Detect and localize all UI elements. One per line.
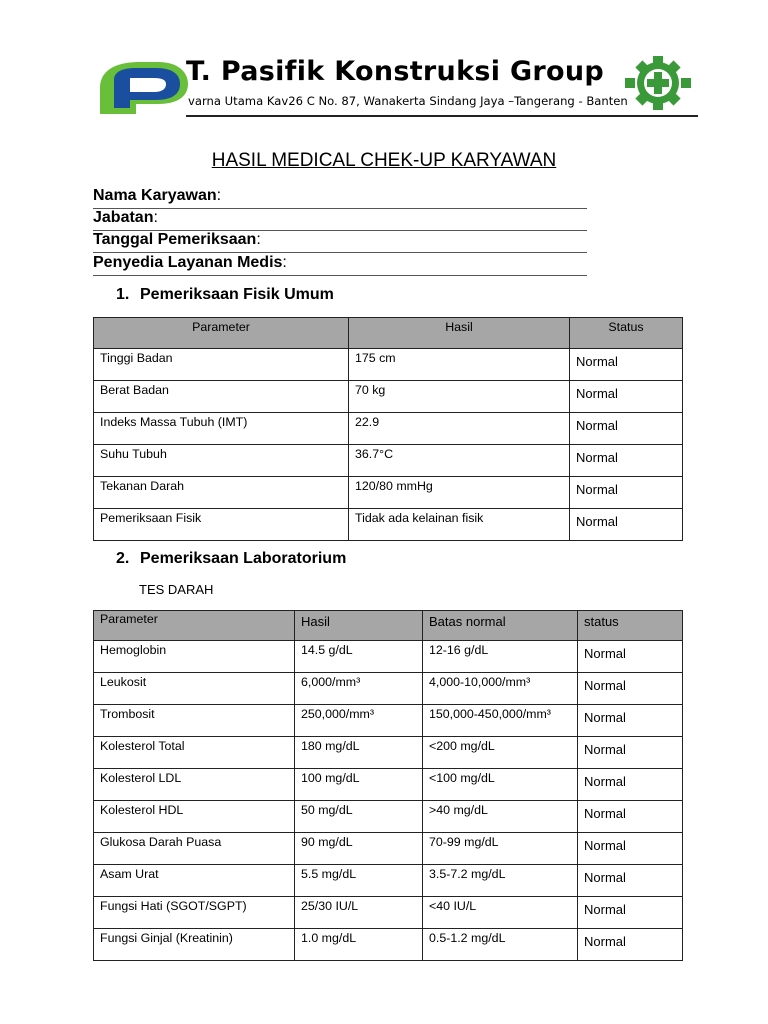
letterhead-divider: [186, 115, 698, 117]
table-cell: Asam Urat: [94, 865, 295, 897]
column-header: Hasil: [349, 318, 570, 349]
lab-results-table: [93, 610, 683, 961]
table-cell: <200 mg/dL: [423, 737, 578, 769]
table-cell: 14.5 g/dL: [295, 641, 423, 673]
table-cell: 4,000-10,000/mm³: [423, 673, 578, 705]
status-cell: Normal: [570, 413, 683, 445]
table-row: [94, 445, 683, 477]
column-header: Batas normal: [423, 611, 578, 641]
status-cell: Normal: [570, 349, 683, 381]
status-cell: Normal: [578, 673, 683, 705]
column-header: Hasil: [295, 611, 423, 641]
status-cell: Normal: [570, 381, 683, 413]
table-row: [94, 381, 683, 413]
table-cell: 12-16 g/dL: [423, 641, 578, 673]
table-cell: Fungsi Hati (SGOT/SGPT): [94, 897, 295, 929]
column-header: Parameter: [94, 611, 295, 641]
pk-logo-icon: [96, 60, 192, 116]
table-cell: >40 mg/dL: [423, 801, 578, 833]
table-row: [94, 769, 683, 801]
table-cell: Kolesterol HDL: [94, 801, 295, 833]
table-cell: Leukosit: [94, 673, 295, 705]
field-label: Penyedia Layanan Medis: [93, 254, 283, 271]
status-cell: Normal: [578, 833, 683, 865]
field-tanggal-pemeriksaan: Tanggal Pemeriksaan:: [93, 230, 587, 253]
table-cell: 250,000/mm³: [295, 705, 423, 737]
table-cell: <40 IU/L: [423, 897, 578, 929]
table-row: [94, 641, 683, 673]
table-row: [94, 737, 683, 769]
table-cell: 90 mg/dL: [295, 833, 423, 865]
table-cell: 1.0 mg/dL: [295, 929, 423, 961]
table-cell: Pemeriksaan Fisik: [94, 509, 349, 541]
table-cell: Fungsi Ginjal (Kreatinin): [94, 929, 295, 961]
table-cell: 70 kg: [349, 381, 570, 413]
table-cell: 5.5 mg/dL: [295, 865, 423, 897]
table-cell: 36.7°C: [349, 445, 570, 477]
field-label: Tanggal Pemeriksaan: [93, 231, 257, 248]
status-cell: Normal: [578, 801, 683, 833]
column-header: Status: [570, 318, 683, 349]
subsection-tes-darah: TES DARAH: [139, 582, 214, 597]
field-nama-karyawan: Nama Karyawan:: [93, 186, 587, 209]
table-row: [94, 477, 683, 509]
table-row: [94, 413, 683, 445]
table-cell: Kolesterol Total: [94, 737, 295, 769]
section-heading-fisik: 1. Pemeriksaan Fisik Umum: [116, 286, 334, 303]
physical-exam-table: [93, 317, 683, 541]
document-title: HASIL MEDICAL CHEK-UP KARYAWAN: [211, 150, 557, 171]
section-heading-lab: 2. Pemeriksaan Laboratorium: [116, 550, 347, 567]
field-label: Jabatan: [93, 209, 154, 226]
table-cell: 180 mg/dL: [295, 737, 423, 769]
table-cell: 6,000/mm³: [295, 673, 423, 705]
table-cell: 3.5-7.2 mg/dL: [423, 865, 578, 897]
table-row: [94, 929, 683, 961]
table-cell: 175 cm: [349, 349, 570, 381]
table-header-row: [94, 611, 683, 641]
status-cell: Normal: [570, 477, 683, 509]
table-cell: Indeks Massa Tubuh (IMT): [94, 413, 349, 445]
field-jabatan: Jabatan:: [93, 208, 587, 231]
table-cell: Hemoglobin: [94, 641, 295, 673]
status-cell: Normal: [570, 509, 683, 541]
status-cell: Normal: [578, 929, 683, 961]
table-cell: 100 mg/dL: [295, 769, 423, 801]
table-cell: Tidak ada kelainan fisik: [349, 509, 570, 541]
field-label: Nama Karyawan: [93, 187, 217, 204]
company-address: varna Utama Kav26 C No. 87, Wanakerta Sindang Jaya –Tangerang - Banten: [188, 94, 628, 108]
table-row: [94, 897, 683, 929]
table-cell: <100 mg/dL: [423, 769, 578, 801]
status-cell: Normal: [570, 445, 683, 477]
status-cell: Normal: [578, 769, 683, 801]
table-row: [94, 673, 683, 705]
table-header-row: [94, 318, 683, 349]
table-cell: 25/30 IU/L: [295, 897, 423, 929]
status-cell: Normal: [578, 641, 683, 673]
table-cell: 0.5-1.2 mg/dL: [423, 929, 578, 961]
table-cell: 22.9: [349, 413, 570, 445]
status-cell: Normal: [578, 705, 683, 737]
status-cell: Normal: [578, 865, 683, 897]
table-cell: Trombosit: [94, 705, 295, 737]
status-cell: Normal: [578, 737, 683, 769]
table-row: [94, 349, 683, 381]
column-header: status: [578, 611, 683, 641]
column-header: Parameter: [94, 318, 349, 349]
table-cell: 70-99 mg/dL: [423, 833, 578, 865]
table-cell: Berat Badan: [94, 381, 349, 413]
table-cell: 120/80 mmHg: [349, 477, 570, 509]
table-row: [94, 865, 683, 897]
table-cell: 150,000-450,000/mm³: [423, 705, 578, 737]
table-row: [94, 833, 683, 865]
table-row: [94, 509, 683, 541]
table-cell: Suhu Tubuh: [94, 445, 349, 477]
table-row: [94, 705, 683, 737]
field-penyedia-layanan: Penyedia Layanan Medis:: [93, 253, 587, 276]
table-cell: Tekanan Darah: [94, 477, 349, 509]
table-cell: 50 mg/dL: [295, 801, 423, 833]
gear-cross-icon: [623, 56, 693, 110]
company-name: T. Pasifik Konstruksi Group: [186, 56, 605, 87]
table-row: [94, 801, 683, 833]
table-cell: Kolesterol LDL: [94, 769, 295, 801]
table-cell: Tinggi Badan: [94, 349, 349, 381]
table-cell: Glukosa Darah Puasa: [94, 833, 295, 865]
status-cell: Normal: [578, 897, 683, 929]
